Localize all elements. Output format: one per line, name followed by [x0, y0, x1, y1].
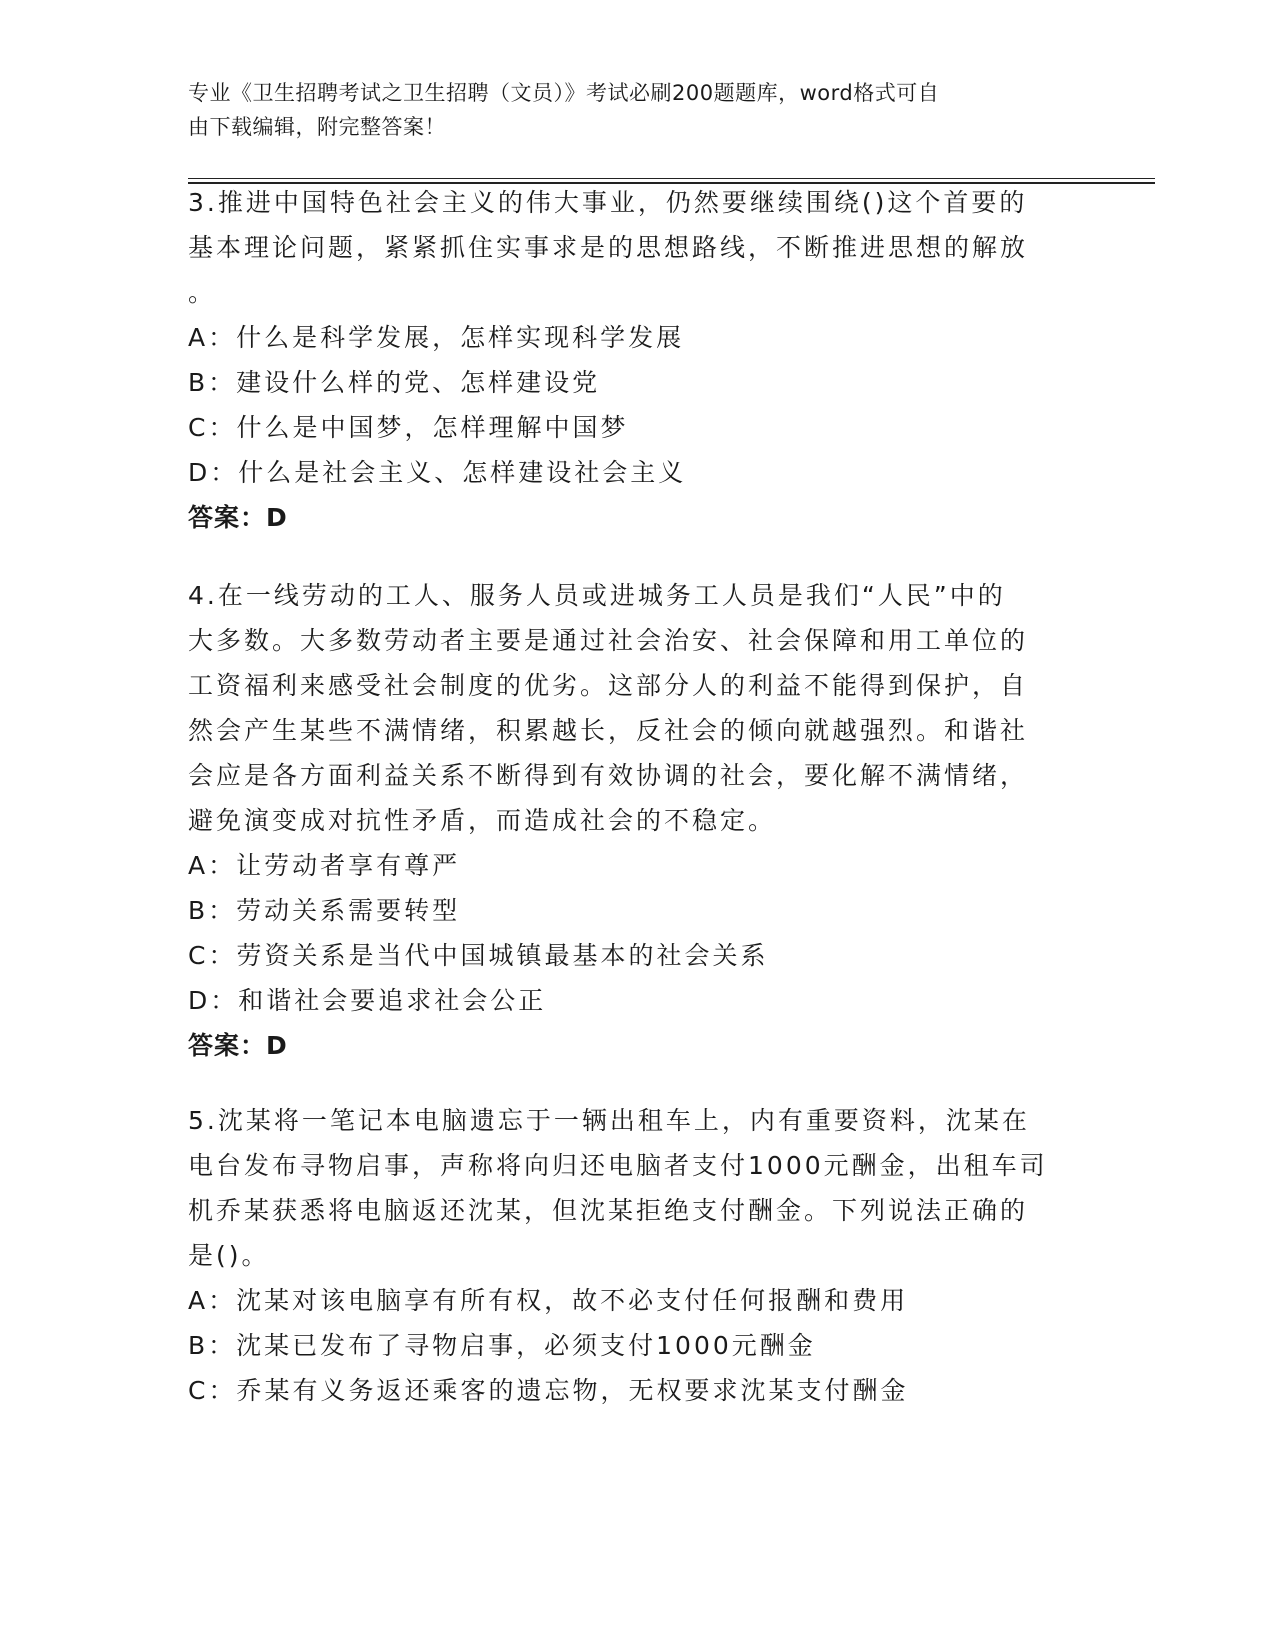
question-text-line: 然会产生某些不满情绪，积累越长，反社会的倾向就越强烈。和谐社 — [188, 716, 1029, 745]
option-a: A：让劳动者享有尊严 — [188, 851, 461, 880]
question-text-line: 机乔某获悉将电脑返还沈某，但沈某拒绝支付酬金。下列说法正确的 — [188, 1196, 1029, 1225]
question-4 — [188, 573, 1078, 1068]
option-c: C：乔某有义务返还乘客的遗忘物，无权要求沈某支付酬金 — [188, 1376, 909, 1405]
option-a: A：什么是科学发展，怎样实现科学发展 — [188, 323, 685, 352]
option-c: C：劳资关系是当代中国城镇最基本的社会关系 — [188, 941, 769, 970]
option-b: B：沈某已发布了寻物启事，必须支付1000元酬金 — [188, 1331, 816, 1360]
document-header — [188, 76, 1068, 144]
question-text-line: 避免演变成对抗性矛盾，而造成社会的不稳定。 — [188, 806, 777, 835]
question-text-line: 5.沈某将一笔记本电脑遗忘于一辆出租车上，内有重要资料，沈某在 — [188, 1106, 1030, 1135]
question-text-line: 。 — [188, 278, 217, 307]
answer-label: 答案：D — [188, 503, 288, 532]
question-text-line: 工资福利来感受社会制度的优劣。这部分人的利益不能得到保护，自 — [188, 671, 1029, 700]
question-5 — [188, 1098, 1078, 1413]
question-3 — [188, 180, 1078, 540]
option-d: D：什么是社会主义、怎样建设社会主义 — [188, 458, 687, 487]
option-a: A：沈某对该电脑享有所有权，故不必支付任何报酬和费用 — [188, 1286, 909, 1315]
question-text-line: 4.在一线劳动的工人、服务人员或进城务工人员是我们“人民”中的 — [188, 581, 1006, 610]
header-line: 由下载编辑，附完整答案！ — [188, 115, 446, 139]
question-text-line: 会应是各方面利益关系不断得到有效协调的社会，要化解不满情绪， — [188, 761, 1029, 790]
option-b: B：建设什么样的党、怎样建设党 — [188, 368, 601, 397]
question-text-line: 大多数。大多数劳动者主要是通过社会治安、社会保障和用工单位的 — [188, 626, 1029, 655]
option-d: D：和谐社会要追求社会公正 — [188, 986, 547, 1015]
question-text-line: 基本理论问题，紧紧抓住实事求是的思想路线，不断推进思想的解放 — [188, 233, 1029, 262]
answer-label: 答案：D — [188, 1031, 288, 1060]
option-c: C：什么是中国梦，怎样理解中国梦 — [188, 413, 629, 442]
question-text-line: 是()。 — [188, 1241, 270, 1270]
header-divider-thin — [188, 178, 1155, 179]
option-b: B：劳动关系需要转型 — [188, 896, 461, 925]
header-line: 专业《卫生招聘考试之卫生招聘（文员）》考试必刷200题题库，word格式可自 — [188, 81, 940, 105]
question-text-line: 3.推进中国特色社会主义的伟大事业，仍然要继续围绕()这个首要的 — [188, 188, 1028, 217]
question-text-line: 电台发布寻物启事，声称将向归还电脑者支付1000元酬金，出租车司 — [188, 1151, 1048, 1180]
